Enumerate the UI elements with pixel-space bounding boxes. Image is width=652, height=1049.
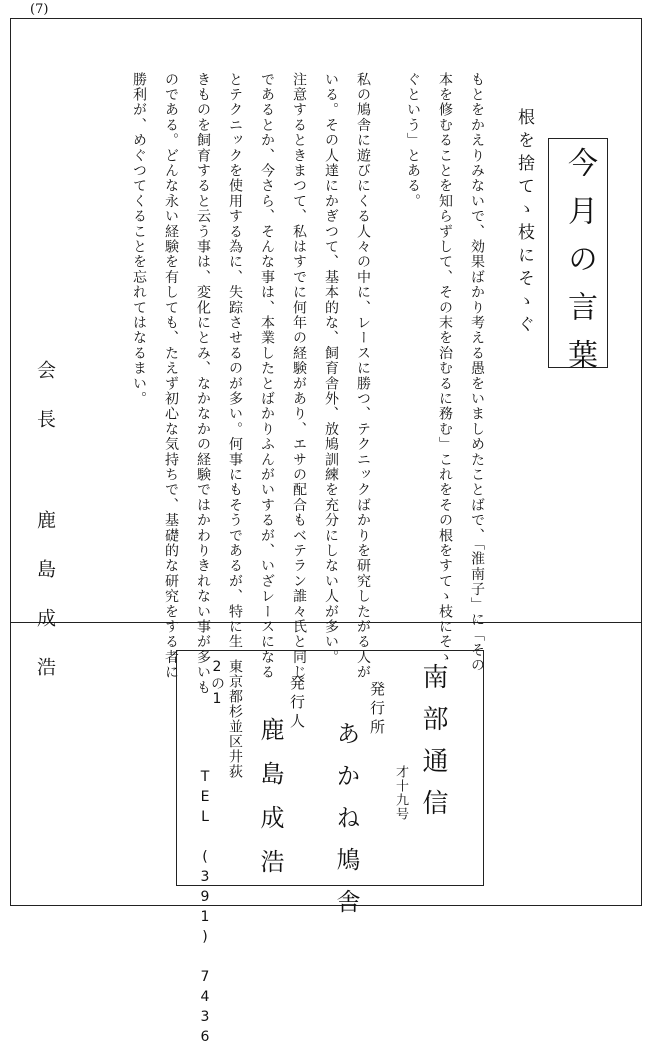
- body-line: であるとか、今さら、そんな事は、本業したとばかりふんがいするが、いざレースになる: [259, 72, 275, 680]
- signature: 会長 鹿島成浩: [34, 360, 56, 706]
- body-line: 本を修むることを知らずして、その末を治むるに務む」これをその根をすてゝ枝にそゝ: [437, 72, 453, 665]
- publisher-office: あかね鳩舎: [332, 721, 360, 931]
- body-line: いる。その人達にかぎつて、基本的な、飼育舎外、放鳩訓練を充分にしない人が多い。: [323, 72, 339, 665]
- publication-title: 南部通信: [418, 663, 448, 831]
- body-line: きものを飼育すると云う事は、変化にとみ、なかなかの経験ではかわりきれない事が多いも: [195, 72, 211, 696]
- page-number: (7): [30, 2, 49, 17]
- publisher-label: 発行人: [288, 675, 306, 732]
- body-line: もとをかえりみないで、効果ばかり考える愚をいましめたことばで、「淮南子」に「その: [469, 72, 485, 673]
- publisher-name: 鹿島成浩: [256, 717, 284, 893]
- body-line: ぐという」とある。: [405, 72, 421, 209]
- body-line: のである。どんな永い経験を有しても、たえず初心な気持ちで、基礎的な研究をする者に: [163, 72, 179, 680]
- publisher-office-label: 発行所: [368, 681, 386, 738]
- body-line: 勝利が、めぐつてくることを忘れてはなるまい。: [131, 72, 147, 407]
- issue-number: 才十九号: [393, 765, 408, 821]
- address-line: 東京都杉並区井荻: [227, 659, 243, 779]
- body-line: とテクニックを使用する為に、失踪させるのが多い。何事にもそうであるが、特に生: [227, 72, 243, 650]
- column-subtitle: 根を捨てゝ枝にそゝぐ: [514, 108, 534, 338]
- column-title-box: [548, 138, 608, 387]
- body-line: 注意するときまつて、私はすでに何年の経験があり、エサの配合もベテラン誰々氏と同じ: [291, 72, 307, 680]
- body-line: 私の鳩舎に遊びにくる人々の中に、レースに勝つ、テクニックばかりを研究したがる人が: [355, 72, 371, 680]
- column-title: 今月の言葉: [562, 147, 597, 387]
- colophon-box: [176, 650, 484, 1049]
- address-line: 2の1: [209, 659, 225, 708]
- telephone: TEL (391) 7436: [197, 769, 213, 1049]
